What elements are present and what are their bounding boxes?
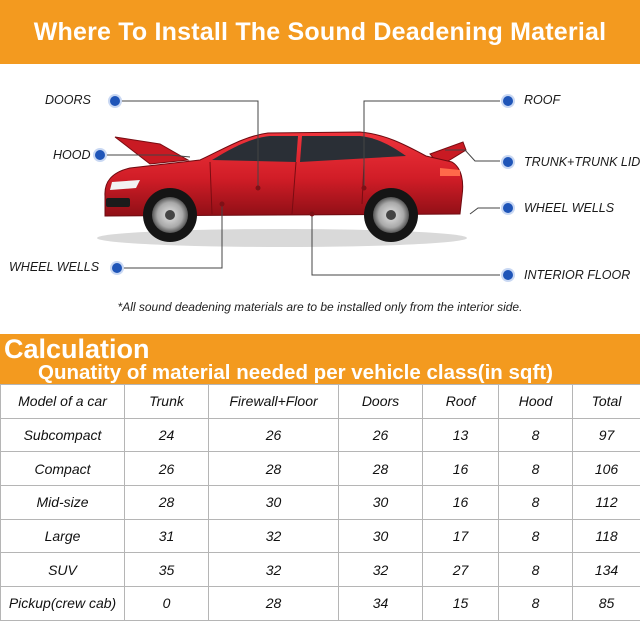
label-hood: HOOD	[53, 148, 91, 162]
table-cell: SUV	[1, 553, 125, 587]
table-cell: 15	[423, 587, 499, 621]
table-row	[1, 519, 640, 553]
table-header-row	[1, 385, 640, 419]
column-header: Model of a car	[1, 385, 125, 419]
table-cell: 112	[573, 486, 640, 520]
table-row	[1, 418, 640, 452]
page-title: Where To Install The Sound Deadening Material	[33, 17, 607, 46]
marker-dot-icon	[95, 150, 105, 160]
marker-dot-icon	[503, 270, 513, 280]
table-cell: 8	[499, 452, 573, 486]
column-header: Total	[573, 385, 640, 419]
table-cell: 26	[339, 418, 423, 452]
material-table	[0, 384, 640, 621]
label-roof: ROOF	[524, 93, 561, 107]
table-cell: 8	[499, 553, 573, 587]
label-wheel-wells-right: WHEEL WELLS	[524, 201, 615, 215]
front-hub	[165, 210, 175, 220]
table-cell: 28	[209, 587, 339, 621]
column-header: Firewall+Floor	[209, 385, 339, 419]
table-cell: Large	[1, 519, 125, 553]
calculation-title: Calculation	[4, 334, 150, 364]
header-banner	[0, 0, 640, 64]
table-cell: 28	[209, 452, 339, 486]
table-cell: 32	[209, 553, 339, 587]
table-cell: 16	[423, 452, 499, 486]
table-cell: 32	[339, 553, 423, 587]
table-cell: 17	[423, 519, 499, 553]
table-cell: 106	[573, 452, 640, 486]
table-cell: 24	[125, 418, 209, 452]
marker-dot-icon	[503, 203, 513, 213]
table-cell: 26	[125, 452, 209, 486]
table-row	[1, 486, 640, 520]
marker-dot-icon	[110, 96, 120, 106]
calculation-banner	[0, 334, 640, 384]
table-row	[1, 553, 640, 587]
table-cell: 97	[573, 418, 640, 452]
table-cell: 85	[573, 587, 640, 621]
table-cell: 32	[209, 519, 339, 553]
label-wheel-wells-left: WHEEL WELLS	[9, 260, 100, 274]
table-cell: 13	[423, 418, 499, 452]
table-cell: Subcompact	[1, 418, 125, 452]
table-row	[1, 587, 640, 621]
table-cell: 28	[125, 486, 209, 520]
table-cell: 118	[573, 519, 640, 553]
label-interior-floor: INTERIOR FLOOR	[524, 268, 631, 282]
marker-dot-icon	[503, 157, 513, 167]
table-row	[1, 452, 640, 486]
table-cell: 134	[573, 553, 640, 587]
marker-dot-icon	[503, 96, 513, 106]
table-cell: 16	[423, 486, 499, 520]
car-grille	[106, 198, 130, 207]
table-cell: 30	[209, 486, 339, 520]
table-cell: 35	[125, 553, 209, 587]
table-cell: 31	[125, 519, 209, 553]
column-header: Doors	[339, 385, 423, 419]
table-cell: 28	[339, 452, 423, 486]
table-cell: 8	[499, 486, 573, 520]
install-note: *All sound deadening materials are to be installed only from the interior side.	[117, 300, 523, 314]
table-cell: 8	[499, 587, 573, 621]
table-cell: 34	[339, 587, 423, 621]
table-cell: 27	[423, 553, 499, 587]
table-cell: 30	[339, 486, 423, 520]
table-cell: Compact	[1, 452, 125, 486]
table-cell: Mid-size	[1, 486, 125, 520]
car-hood	[115, 137, 188, 164]
car-diagram	[0, 64, 640, 334]
column-header: Hood	[499, 385, 573, 419]
marker-dot-icon	[112, 263, 122, 273]
table-cell: Pickup(crew cab)	[1, 587, 125, 621]
rear-hub	[386, 210, 396, 220]
column-header: Trunk	[125, 385, 209, 419]
label-trunk: TRUNK+TRUNK LID	[524, 155, 640, 169]
calculation-subtitle: Qunatity of material needed per vehicle class(in sqft)	[38, 361, 553, 384]
table-cell: 30	[339, 519, 423, 553]
column-header: Roof	[423, 385, 499, 419]
table-cell: 8	[499, 519, 573, 553]
table-cell: 26	[209, 418, 339, 452]
table-cell: 8	[499, 418, 573, 452]
table-cell: 0	[125, 587, 209, 621]
label-doors: DOORS	[45, 93, 91, 107]
